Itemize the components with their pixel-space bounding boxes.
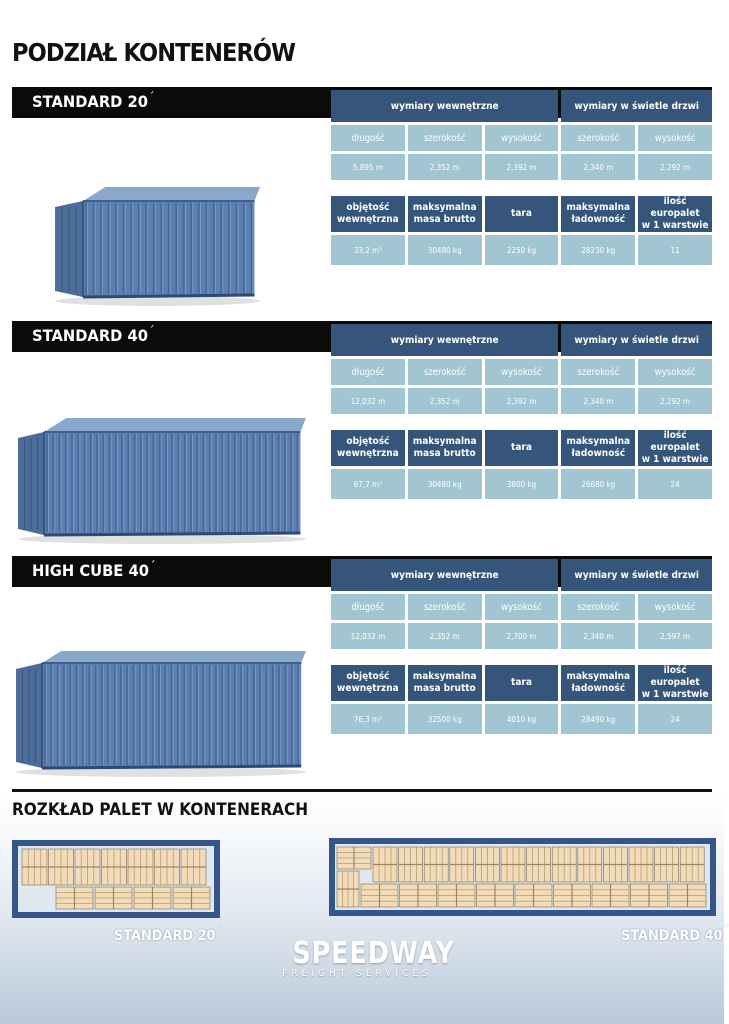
length-header: długość (331, 359, 405, 385)
gross-mass-value: 32500 kg (408, 704, 482, 734)
volume-value: 67,7 m³ (331, 469, 405, 499)
payload-header: maksymalna ładowność (561, 430, 635, 466)
table-row (331, 154, 712, 180)
pallet-layout-40ft (329, 838, 716, 916)
width-value: 2,352 m (408, 623, 482, 649)
tare-value: 4010 kg (485, 704, 559, 734)
length-value: 12,032 m (331, 623, 405, 649)
door-width-value: 2,340 m (561, 623, 635, 649)
section-divider (12, 789, 712, 792)
length-value: 5,895 m (331, 154, 405, 180)
pallets-header: ilość europalet w 1 warstwie (638, 665, 712, 701)
door-width-header: szerokość (561, 594, 635, 620)
tare-value: 3800 kg (485, 469, 559, 499)
pallet-section-title: ROZKŁAD PALET W KONTENERACH (12, 800, 309, 820)
speedway-logo (281, 936, 456, 979)
door-dimensions-header: wymiary w świetle drzwi (561, 324, 712, 356)
table-header-row (331, 559, 712, 591)
page-title: PODZIAŁ KONTENERÓW (12, 38, 296, 67)
pallet-diagram-40ft (335, 844, 710, 910)
height-value: 2,700 m (485, 623, 559, 649)
width-value: 2,352 m (408, 388, 482, 414)
gross-mass-header: maksymalna masa brutto (408, 665, 482, 701)
volume-value: 33,2 m³ (331, 235, 405, 265)
payload-value: 28490 kg (561, 704, 635, 734)
length-header: długość (331, 125, 405, 151)
width-header: szerokość (408, 125, 482, 151)
spec-table (328, 556, 715, 737)
length-header: długość (331, 594, 405, 620)
table-subheader-row (331, 359, 712, 385)
section-high-cube-40 (0, 556, 724, 786)
height-header: wysokość (485, 125, 559, 151)
door-width-header: szerokość (561, 125, 635, 151)
table-row (331, 235, 712, 265)
pallet-layout-20ft (12, 840, 220, 918)
volume-value: 76,3 m³ (331, 704, 405, 734)
table-header-row (331, 324, 712, 356)
pallets-value: 11 (638, 235, 712, 265)
height-value: 2,392 m (485, 154, 559, 180)
volume-header: objętość wewnętrzna (331, 430, 405, 466)
width-header: szerokość (408, 594, 482, 620)
width-value: 2,352 m (408, 154, 482, 180)
table-row (331, 623, 712, 649)
door-height-value: 2,292 m (638, 154, 712, 180)
logo-tagline: FREIGHT SERVICES (282, 969, 432, 979)
gross-mass-header: maksymalna masa brutto (408, 196, 482, 232)
table-subheader-row (331, 594, 712, 620)
spec-table (328, 321, 715, 502)
table-header-row (331, 665, 712, 701)
pallet-caption-20ft: STANDARD 20´ (114, 923, 222, 944)
internal-dimensions-header: wymiary wewnętrzne (331, 90, 558, 122)
door-height-header: wysokość (638, 359, 712, 385)
table-row (331, 469, 712, 499)
door-width-value: 2,340 m (561, 154, 635, 180)
container-20ft-image (55, 187, 260, 305)
width-header: szerokość (408, 359, 482, 385)
height-header: wysokość (485, 359, 559, 385)
section-standard-20 (0, 87, 724, 317)
gross-mass-value: 30480 kg (408, 235, 482, 265)
tare-header: tara (485, 430, 559, 466)
payload-value: 28230 kg (561, 235, 635, 265)
tare-value: 2250 kg (485, 235, 559, 265)
table-subheader-row (331, 125, 712, 151)
section-label: STANDARD 40´ (32, 324, 155, 345)
table-header-row (331, 90, 712, 122)
gross-mass-header: maksymalna masa brutto (408, 430, 482, 466)
payload-value: 26680 kg (561, 469, 635, 499)
table-header-row (331, 430, 712, 466)
pallets-value: 24 (638, 704, 712, 734)
door-dimensions-header: wymiary w świetle drzwi (561, 559, 712, 591)
height-header: wysokość (485, 594, 559, 620)
pallets-value: 24 (638, 469, 712, 499)
tare-header: tara (485, 665, 559, 701)
section-label: STANDARD 20´ (32, 90, 155, 111)
door-width-header: szerokość (561, 359, 635, 385)
pallet-caption-40ft: STANDARD 40´ (621, 923, 729, 944)
container-high-cube-image (16, 651, 306, 776)
logo-wordmark: SPEEDWAY (292, 936, 456, 971)
table-row (331, 704, 712, 734)
pallets-header: ilość europalet w 1 warstwie (638, 196, 712, 232)
door-height-header: wysokość (638, 125, 712, 151)
payload-header: maksymalna ładowność (561, 665, 635, 701)
internal-dimensions-header: wymiary wewnętrzne (331, 559, 558, 591)
section-label: HIGH CUBE 40´ (32, 559, 156, 580)
length-value: 12,032 m (331, 388, 405, 414)
door-dimensions-header: wymiary w świetle drzwi (561, 90, 712, 122)
gross-mass-value: 30480 kg (408, 469, 482, 499)
volume-header: objętość wewnętrzna (331, 196, 405, 232)
pallets-header: ilość europalet w 1 warstwie (638, 430, 712, 466)
tare-header: tara (485, 196, 559, 232)
volume-header: objętość wewnętrzna (331, 665, 405, 701)
container-40ft-image (18, 418, 306, 543)
door-height-header: wysokość (638, 594, 712, 620)
door-height-value: 2,597 m (638, 623, 712, 649)
table-row (331, 388, 712, 414)
internal-dimensions-header: wymiary wewnętrzne (331, 324, 558, 356)
height-value: 2,392 m (485, 388, 559, 414)
door-height-value: 2,292 m (638, 388, 712, 414)
pallet-diagram-20ft (18, 846, 214, 912)
section-standard-40 (0, 321, 724, 551)
door-width-value: 2,340 m (561, 388, 635, 414)
table-header-row (331, 196, 712, 232)
payload-header: maksymalna ładowność (561, 196, 635, 232)
spec-table (328, 87, 715, 268)
